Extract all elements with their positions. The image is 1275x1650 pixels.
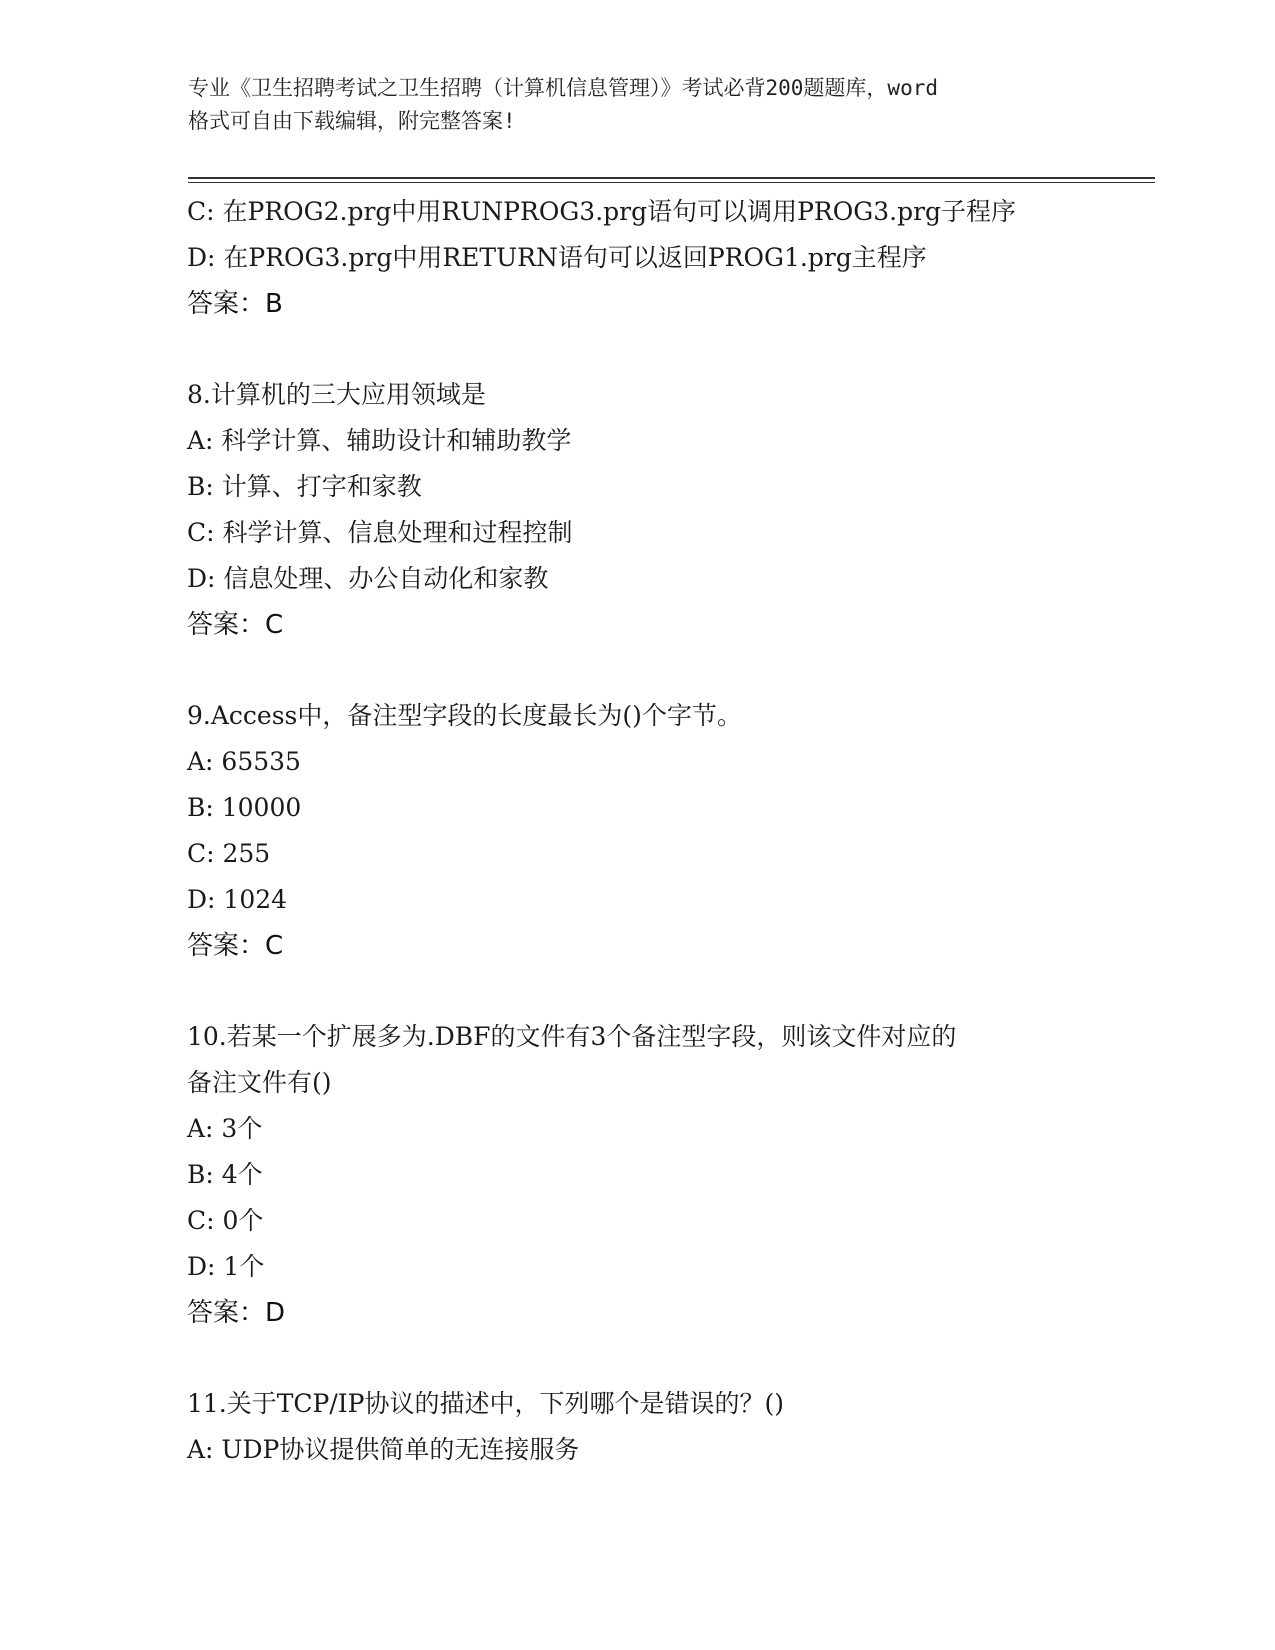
question-block-8: [187, 372, 1137, 648]
option-d: D: 信息处理、办公自动化和家教: [187, 564, 549, 593]
option-c: C: 255: [187, 839, 271, 868]
question-text: 11.关于TCP/IP协议的描述中，下列哪个是错误的？(): [187, 1389, 785, 1418]
question-block-10: [187, 1014, 1137, 1336]
spacer: [187, 1336, 1137, 1381]
option-c: C: 在PROG2.prg中用RUNPROG3.prg语句可以调用PROG3.prg子程序: [187, 197, 1017, 226]
header-divider-thick: [188, 177, 1155, 179]
answer-line: 答案：B: [187, 289, 283, 319]
spacer: [187, 648, 1137, 693]
spacer: [187, 969, 1137, 1014]
answer-line: 答案：D: [187, 1298, 286, 1328]
option-c: C: 科学计算、信息处理和过程控制: [187, 518, 573, 547]
header-divider-thin: [188, 182, 1155, 183]
header-title-line-1: 专业《卫生招聘考试之卫生招聘（计算机信息管理）》考试必背200题题库，word: [188, 76, 938, 100]
option-b: B: 4个: [187, 1160, 263, 1189]
header-title-line-2: 格式可自由下载编辑，附完整答案!: [188, 109, 516, 133]
option-a: A: UDP协议提供简单的无连接服务: [187, 1435, 580, 1464]
question-list: [187, 189, 1137, 1473]
option-d: D: 1024: [187, 885, 288, 914]
document-header: [188, 72, 1088, 138]
option-b: B: 计算、打字和家教: [187, 472, 422, 501]
option-d: D: 1个: [187, 1252, 265, 1281]
option-a: A: 65535: [187, 747, 301, 776]
option-c: C: 0个: [187, 1206, 264, 1235]
option-a: A: 3个: [187, 1114, 263, 1143]
option-b: B: 10000: [187, 793, 302, 822]
spacer: [187, 327, 1137, 372]
option-d: D: 在PROG3.prg中用RETURN语句可以返回PROG1.prg主程序: [187, 243, 927, 272]
question-block-9: [187, 693, 1137, 969]
answer-line: 答案：C: [187, 931, 284, 961]
answer-line: 答案：C: [187, 610, 284, 640]
question-block-11: [187, 1381, 1137, 1473]
question-block-7-continued: [187, 189, 1137, 327]
question-text: 8.计算机的三大应用领域是: [187, 380, 486, 409]
option-a: A: 科学计算、辅助设计和辅助教学: [187, 426, 572, 455]
question-text-line-2: 备注文件有(): [187, 1068, 332, 1097]
question-text: 9.Access中，备注型字段的长度最长为()个字节。: [187, 701, 742, 730]
question-text-line-1: 10.若某一个扩展多为.DBF的文件有3个备注型字段，则该文件对应的: [187, 1022, 957, 1051]
